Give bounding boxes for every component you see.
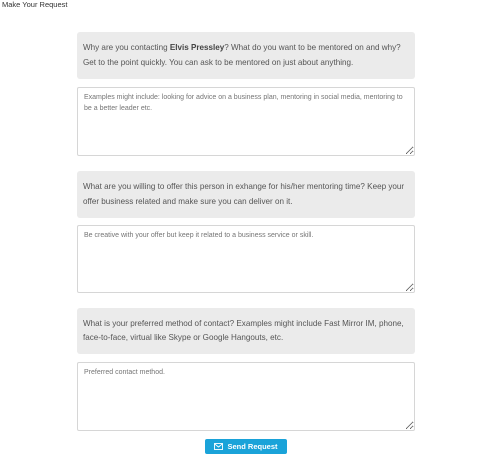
mentoring-topic-prompt xyxy=(77,32,415,79)
offer-field[interactable] xyxy=(77,225,415,293)
offer-prompt-text: What are you willing to offer this person in exhange for his/her mentoring time? Keep your offer business related and make sure you can deliver on it. xyxy=(83,182,405,206)
contact-method-field[interactable] xyxy=(77,362,415,431)
send-request-label: Send Request xyxy=(227,442,278,451)
page-title: Make Your Request xyxy=(2,0,68,9)
offer-prompt xyxy=(77,171,415,218)
contact-method-prompt xyxy=(77,308,415,354)
mentoring-topic-prompt-text xyxy=(83,41,409,70)
mentor-name: Elvis Pressley xyxy=(169,43,225,52)
envelope-icon xyxy=(214,443,223,450)
prompt-text-pre: Why are you contacting xyxy=(83,43,170,52)
send-request-button[interactable] xyxy=(205,439,287,454)
contact-method-prompt-text: What is your preferred method of contact? Examples might include Fast Mirror IM, phone, face-to-face, virtual like Skype or Google Hangouts, etc. xyxy=(83,318,404,342)
mentoring-topic-field[interactable] xyxy=(77,87,415,156)
prompt-text-post: ? What do you want to be mentored on and why? Get to the point quickly. You can ask to be mentored on just about anything. xyxy=(83,43,401,67)
